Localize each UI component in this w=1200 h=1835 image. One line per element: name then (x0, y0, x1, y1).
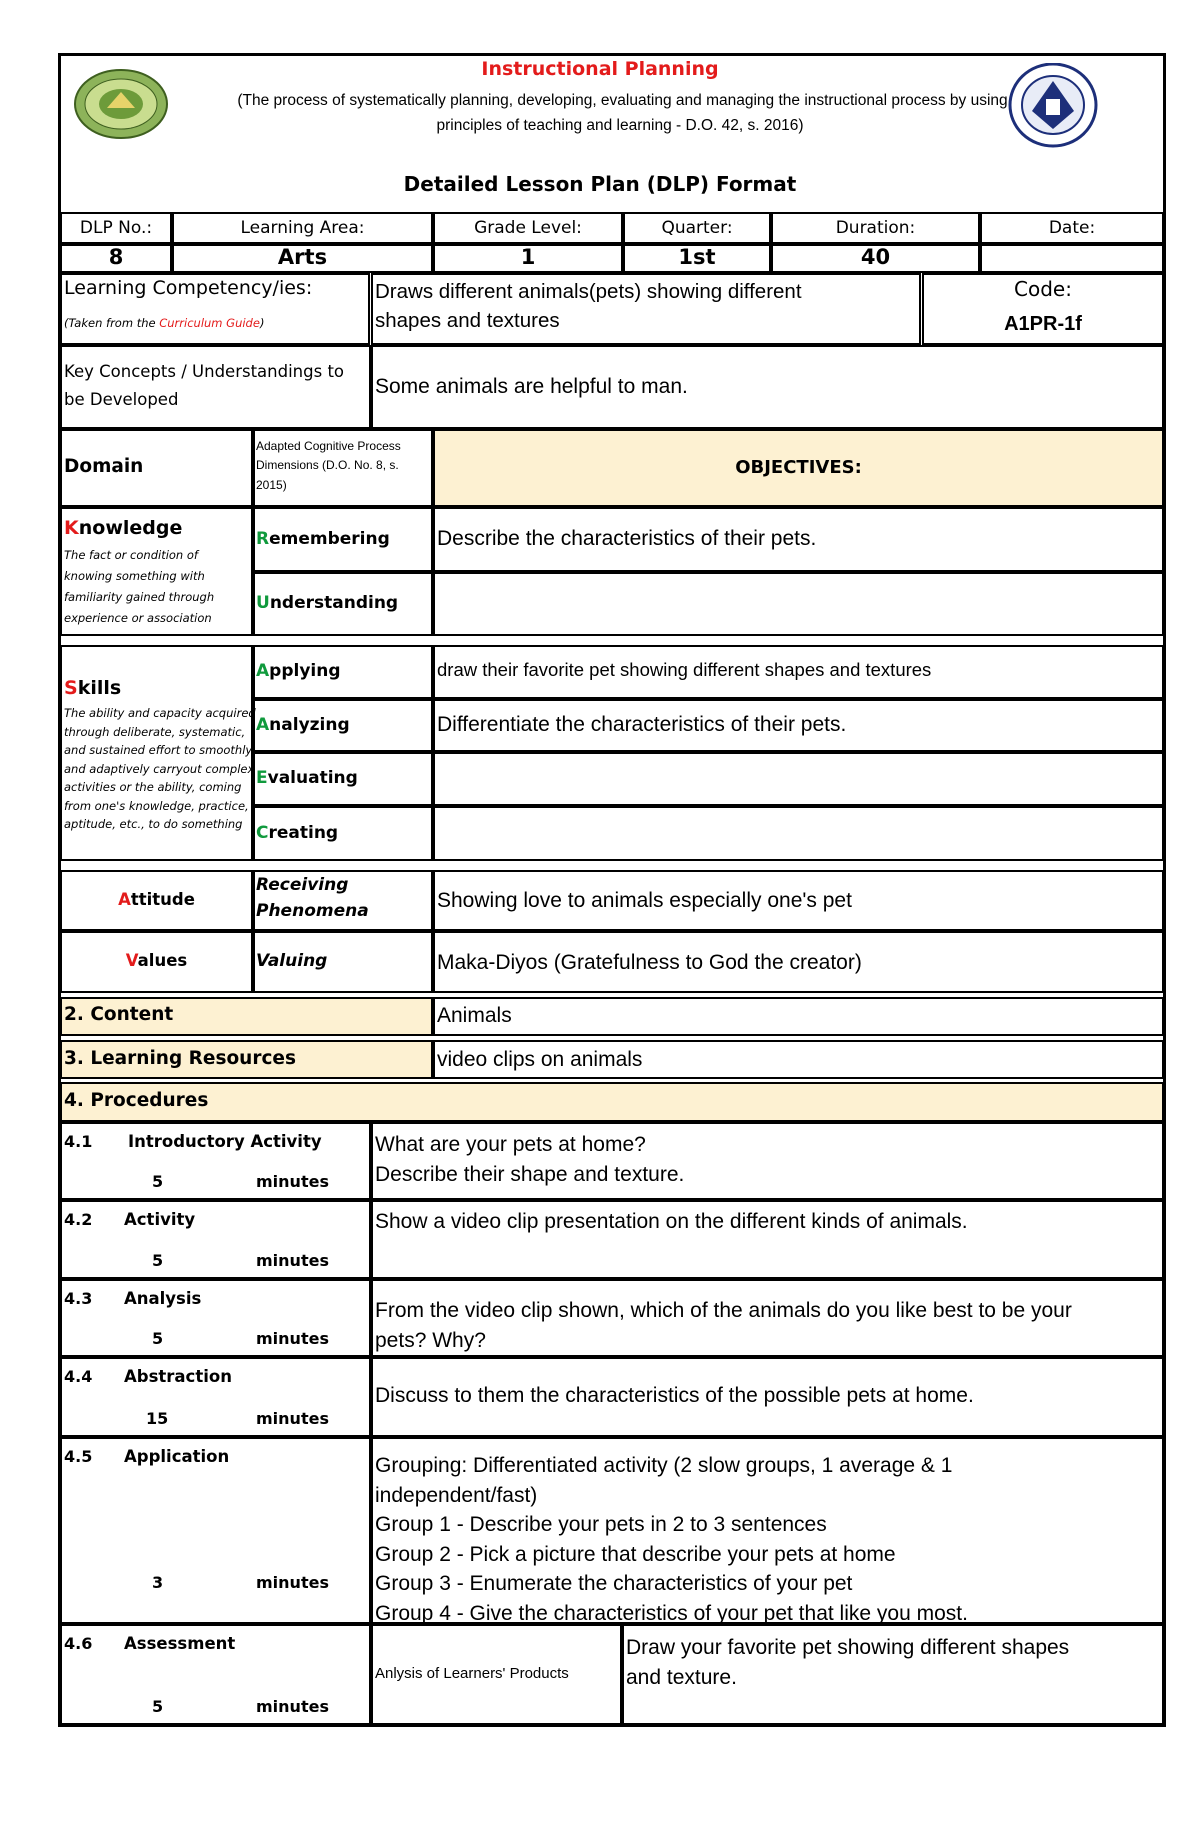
code-label: Code: (1014, 277, 1072, 301)
procedure-minutes-value: 15 (146, 1409, 169, 1428)
skills-rows-objective: draw their favorite pet showing different shapes and textures (437, 659, 932, 680)
content-value: Animals (437, 1004, 512, 1027)
competency-note-suffix: ) (259, 316, 265, 330)
quarter-value: 1st (678, 245, 716, 269)
procedure-name: Activity (124, 1210, 196, 1229)
skills-rows-process-rest: valuating (267, 768, 358, 788)
skills-desc-line: and sustained effort to smoothly (64, 743, 253, 757)
procedure-number: 4.2 (64, 1210, 93, 1229)
skills-rows-process-initial: C (256, 822, 269, 843)
knowledge-rows-process-label (256, 529, 390, 549)
header-subtitle-line1: (The process of systematically planning, developing, evaluating and managing the instructional process by using (237, 92, 1008, 109)
resources-label: 3. Learning Resources (64, 1048, 296, 1069)
key-concepts-text: Some animals are helpful to man. (375, 375, 688, 398)
procedure-text-line: Group 2 - Pick a picture that describe your pets at home (375, 1542, 896, 1566)
procedure-name: Introductory Activity (128, 1132, 322, 1151)
key-concepts-label-line1: Key Concepts / Understandings to (64, 362, 345, 381)
knowledge-rows-process-initial: U (256, 593, 270, 613)
procedure-number: 4.4 (64, 1367, 93, 1386)
knowledge-rows-objective: Describe the characteristics of their pets. (437, 526, 817, 550)
skills-rows-process-label (256, 768, 358, 788)
skills-desc-line: The ability and capacity acquired (64, 706, 256, 720)
procedure-text-line: Describe their shape and texture. (375, 1162, 685, 1186)
resources-value: video clips on animals (437, 1048, 643, 1071)
quarter-label: Quarter: (661, 218, 733, 238)
skills-rows-process-label (256, 823, 338, 843)
procedure-text-line: pets? Why? (375, 1328, 486, 1352)
key-concepts-label-line2: be Developed (64, 390, 179, 409)
values-rest: alues (137, 951, 188, 970)
attitude-process-line1: Receiving (256, 875, 349, 895)
procedure-text-line: Draw your favorite pet showing different shapes (626, 1636, 1070, 1659)
skills-rows-process-initial: A (256, 661, 270, 681)
code-value: A1PR-1f (1004, 313, 1082, 335)
knowledge-rows-objective-cell (433, 572, 1164, 636)
procedure-minutes-label: minutes (256, 1697, 329, 1716)
procedure-name: Application (124, 1447, 230, 1466)
procedure-minutes-value: 5 (152, 1172, 164, 1191)
knowledge-initial: K (64, 517, 79, 539)
content-label: 2. Content (64, 1004, 174, 1025)
knowledge-desc-line: experience or association (64, 611, 212, 625)
knowledge-desc-line: knowing something with (64, 569, 205, 583)
dlp-no-value: 8 (108, 245, 124, 269)
content-value-cell (433, 997, 1164, 1036)
attitude-initial: A (118, 890, 131, 909)
values-process: Valuing (256, 951, 328, 971)
process-header-line1: Adapted Cognitive Process (256, 439, 401, 453)
procedure-text-line: and texture. (626, 1665, 737, 1689)
skills-desc-line: activities or the ability, coming (64, 780, 242, 794)
knowledge-rows-process-initial: R (256, 528, 270, 549)
knowledge-rest: nowledge (78, 517, 183, 539)
competency-text-line1: Draws different animals(pets) showing different (375, 280, 802, 303)
procedure-text-line: independent/fast) (375, 1483, 538, 1507)
skills-rows-process-label (256, 715, 350, 735)
values-label (60, 951, 253, 970)
knowledge-label (64, 517, 182, 539)
header-title: Instructional Planning (481, 58, 719, 80)
date-value-cell (980, 244, 1164, 273)
learning-area-label: Learning Area: (240, 218, 365, 238)
procedure-text-line: Group 4 - Give the characteristics of your pet that like you most. (375, 1601, 968, 1625)
domain-header-label: Domain (64, 456, 144, 477)
skills-rows-process-initial: E (256, 768, 268, 788)
procedure-text-line: Show a video clip presentation on the different kinds of animals. (375, 1210, 968, 1233)
format-title: Detailed Lesson Plan (DLP) Format (403, 172, 797, 196)
procedure-minutes-label: minutes (256, 1329, 329, 1348)
skills-rows-objective: Differentiate the characteristics of their pets. (437, 712, 847, 736)
procedure-number: 4.1 (64, 1132, 93, 1151)
procedures-label: 4. Procedures (64, 1090, 209, 1111)
skills-desc-line: and adaptively carryout complex (64, 761, 255, 776)
procedure-text-line: What are your pets at home? (375, 1133, 646, 1156)
attitude-label (60, 890, 253, 909)
skills-rest: kills (77, 677, 122, 699)
procedure-minutes-label: minutes (256, 1573, 329, 1592)
procedure-text-line: Group 1 - Describe your pets in 2 to 3 sentences (375, 1513, 827, 1536)
process-header-line2: Dimensions (D.O. No. 8, s. (256, 458, 399, 472)
procedure-minutes-label: minutes (256, 1251, 329, 1270)
date-label: Date: (1048, 218, 1096, 238)
skills-label (64, 677, 121, 699)
knowledge-rows-process-rest: nderstanding (269, 593, 399, 613)
procedure-minutes-value: 5 (152, 1251, 164, 1270)
procedure-minutes-label: minutes (256, 1172, 329, 1191)
skills-rows-process-label (256, 661, 341, 681)
competency-note-prefix: (Taken from the (64, 316, 160, 330)
deped-seal-icon (1008, 63, 1098, 148)
procedure-minutes-value: 5 (152, 1697, 164, 1716)
skills-desc-line: from one's knowledge, practice, (64, 798, 249, 813)
procedure-number: 4.5 (64, 1447, 93, 1466)
duration-value: 40 (860, 245, 891, 269)
grade-level-label: Grade Level: (474, 218, 582, 238)
procedure-minutes-value: 3 (152, 1573, 164, 1592)
curriculum-guide-source: Curriculum Guide (159, 316, 260, 330)
objectives-header-label: OBJECTIVES: (735, 457, 862, 478)
procedure-minutes-label: minutes (256, 1409, 329, 1428)
procedure-number: 4.6 (64, 1634, 93, 1653)
skills-rows-process-rest: nalyzing (269, 714, 350, 735)
procedure-name: Assessment (124, 1634, 236, 1653)
knowledge-desc-line: The fact or condition of (64, 548, 198, 562)
procedure-name: Analysis (124, 1289, 202, 1308)
procedure-minutes-value: 5 (152, 1329, 164, 1348)
grade-level-value: 1 (520, 245, 536, 269)
competency-label: Learning Competency/ies: (64, 277, 313, 299)
skills-rows-process-rest: pplying (269, 661, 341, 681)
competency-note (64, 316, 264, 330)
knowledge-rows-process-rest: emembering (269, 528, 390, 549)
duration-label: Duration: (835, 218, 916, 238)
skills-desc-line: aptitude, etc., to do something (64, 817, 243, 831)
skills-initial: S (64, 677, 78, 699)
process-header-line3: 2015) (256, 478, 287, 492)
procedures-header-cell (60, 1082, 1164, 1122)
skills-rows-process-initial: A (256, 714, 270, 735)
competency-text-line2: shapes and textures (375, 309, 560, 332)
procedure-number: 4.3 (64, 1289, 93, 1308)
attitude-rest: ttitude (130, 890, 195, 909)
skills-rows-objective-cell (433, 806, 1164, 861)
attitude-process-line2: Phenomena (256, 901, 369, 921)
values-objective: Maka-Diyos (Gratefulness to God the creator) (437, 951, 862, 974)
dlp-no-label: DLP No.: (79, 218, 153, 238)
procedure-text-line: Discuss to them the characteristics of the possible pets at home. (375, 1384, 974, 1407)
skills-rows-process-rest: reating (268, 822, 339, 843)
skills-desc-line: through deliberate, systematic, (64, 724, 246, 739)
procedure-text-line: From the video clip shown, which of the animals do you like best to be your (375, 1299, 1072, 1322)
skills-rows-objective-cell (433, 752, 1164, 806)
knowledge-desc-line: familiarity gained through (64, 590, 215, 604)
procedure-text-line: Group 3 - Enumerate the characteristics of your pet (375, 1572, 853, 1595)
attitude-objective: Showing love to animals especially one's pet (437, 889, 852, 912)
values-initial: V (125, 951, 138, 970)
procedure-text-line: Grouping: Differentiated activity (2 slow groups, 1 average & 1 (375, 1454, 953, 1477)
learning-area-value: Arts (277, 245, 328, 269)
knowledge-rows-process-label (256, 593, 398, 613)
procedure-name: Abstraction (124, 1367, 232, 1386)
procedure-mid-text: Anlysis of Learners' Products (375, 1664, 569, 1682)
header-subtitle-line2: principles of teaching and learning - D.O. 42, s. 2016) (436, 117, 804, 134)
key-concepts-label-cell (60, 345, 371, 429)
